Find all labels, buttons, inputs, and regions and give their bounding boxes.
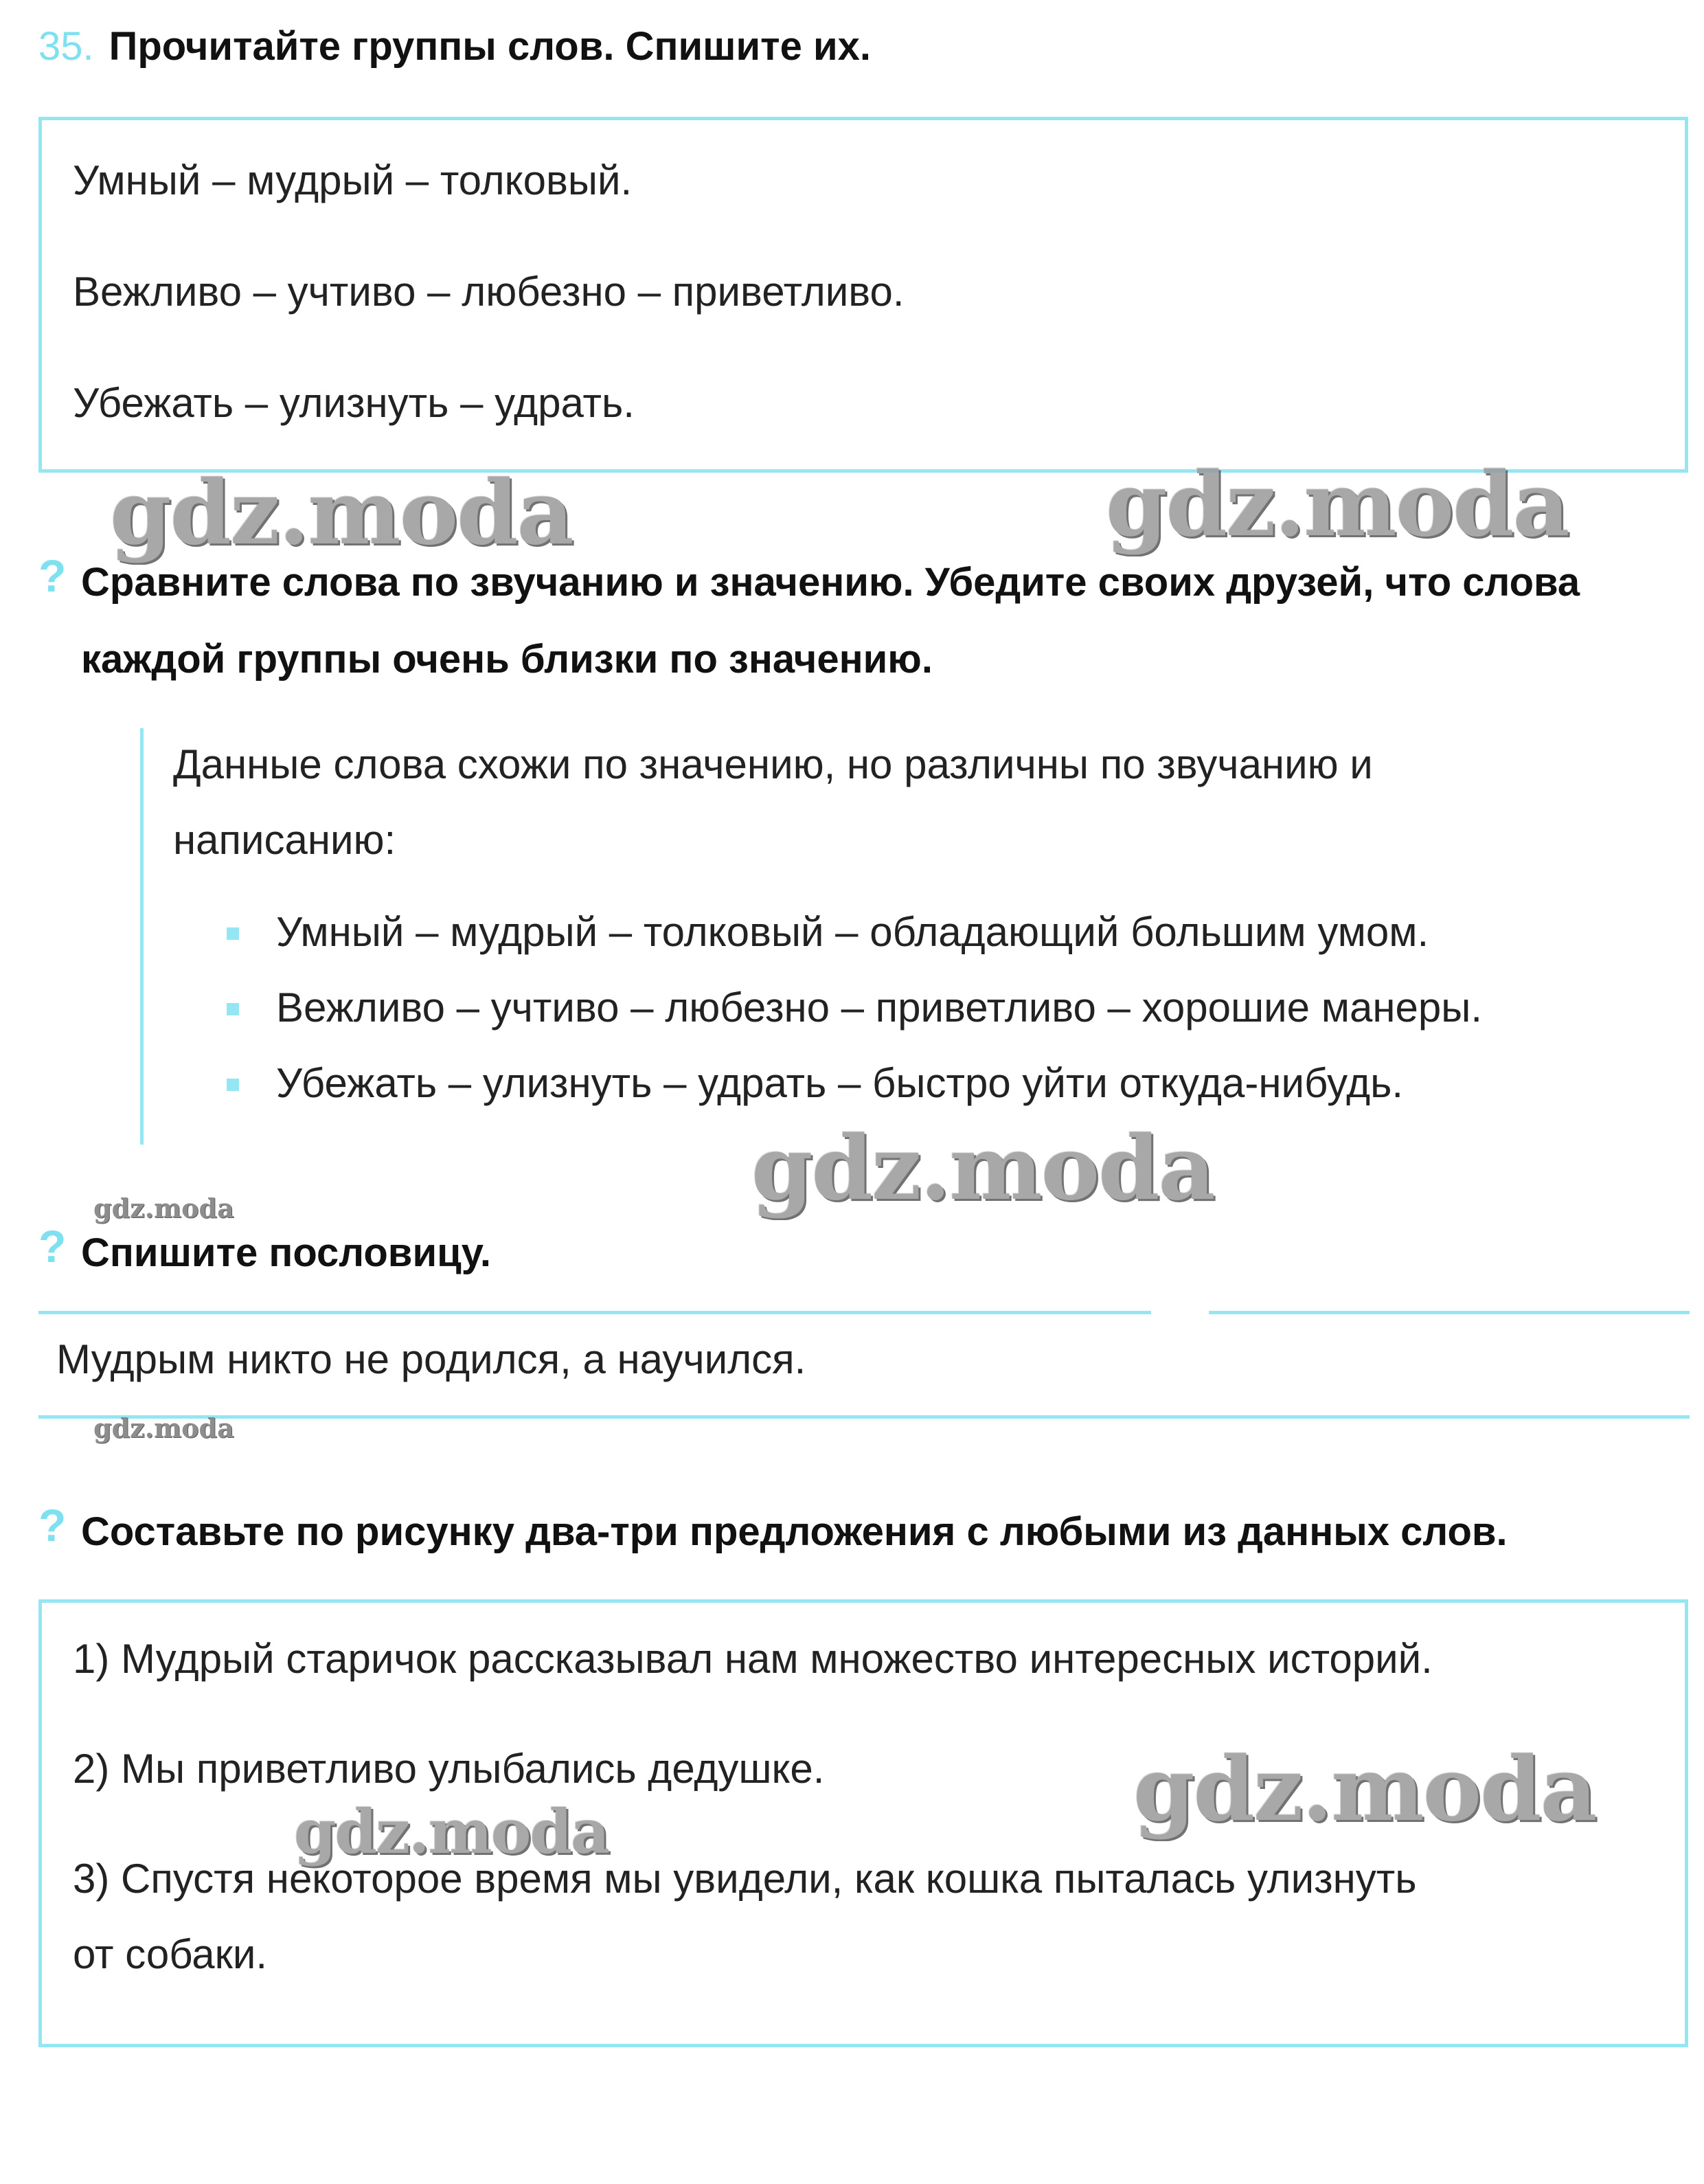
proverb-text: Мудрым никто не родился, а научился. [56,1336,806,1382]
word-group-1: Умный – мудрый – толковый. [73,157,633,203]
watermark: gdz.moda [93,1412,234,1443]
question-mark-icon: ? [38,550,67,601]
question-mark-icon: ? [38,1500,67,1551]
bullet-icon [227,927,239,940]
sentence-3-line-1: 3) Спустя некоторое время мы увидели, как кошка пыталась улизнуть [73,1856,1417,1902]
word-group-2: Вежливо – учтиво – любезно – приветливо. [73,269,905,315]
watermark: gdz.moda [1106,453,1569,556]
exercise-number: 35. [38,24,94,69]
answer-1-line-2: написанию: [173,817,396,863]
watermark: gdz.moda [110,462,573,565]
answer-1-item-2: Вежливо – учтиво – любезно – приветливо – хорошие манеры. [276,984,1482,1031]
answer-1-line-1: Данные слова схожи по значению, но различны по звучанию и [173,741,1373,787]
answer-1-item-1: Умный – мудрый – толковый – обладающий большим умом. [276,909,1429,955]
answer-left-bar [140,728,144,1145]
bullet-icon [227,1003,239,1015]
question-2: Спишите пословицу. [81,1230,492,1275]
question-3: Составьте по рисунку два-три предложения с любыми из данных слов. [81,1509,1508,1554]
sentence-3-line-2: от собаки. [73,1931,268,1977]
sentence-1: 1) Мудрый старичок рассказывал нам множество интересных историй. [73,1636,1433,1682]
sentence-2: 2) Мы приветливо улыбались дедушке. [73,1746,825,1792]
bullet-icon [227,1079,239,1091]
exercise-instruction: Прочитайте группы слов. Спишите их. [109,24,871,69]
watermark: gdz.moda [751,1117,1214,1220]
watermark: gdz.moda [93,1193,234,1224]
proverb-top-line [38,1311,1151,1314]
watermark: gdz.moda [1133,1738,1596,1841]
question-1-line-1: Сравните слова по звучанию и значению. Убедите своих друзей, что слова [81,560,1580,605]
exercise-title [38,23,871,69]
proverb-bottom-line [38,1415,1690,1419]
proverb-top-line [1209,1311,1690,1314]
watermark: gdz.moda [294,1796,609,1867]
answer-1-item-3: Убежать – улизнуть – удрать – быстро уйти откуда-нибудь. [276,1060,1404,1106]
question-mark-icon: ? [38,1221,67,1272]
question-1-line-2: каждой группы очень близки по значению. [81,637,933,682]
word-group-3: Убежать – улизнуть – удрать. [73,380,635,426]
